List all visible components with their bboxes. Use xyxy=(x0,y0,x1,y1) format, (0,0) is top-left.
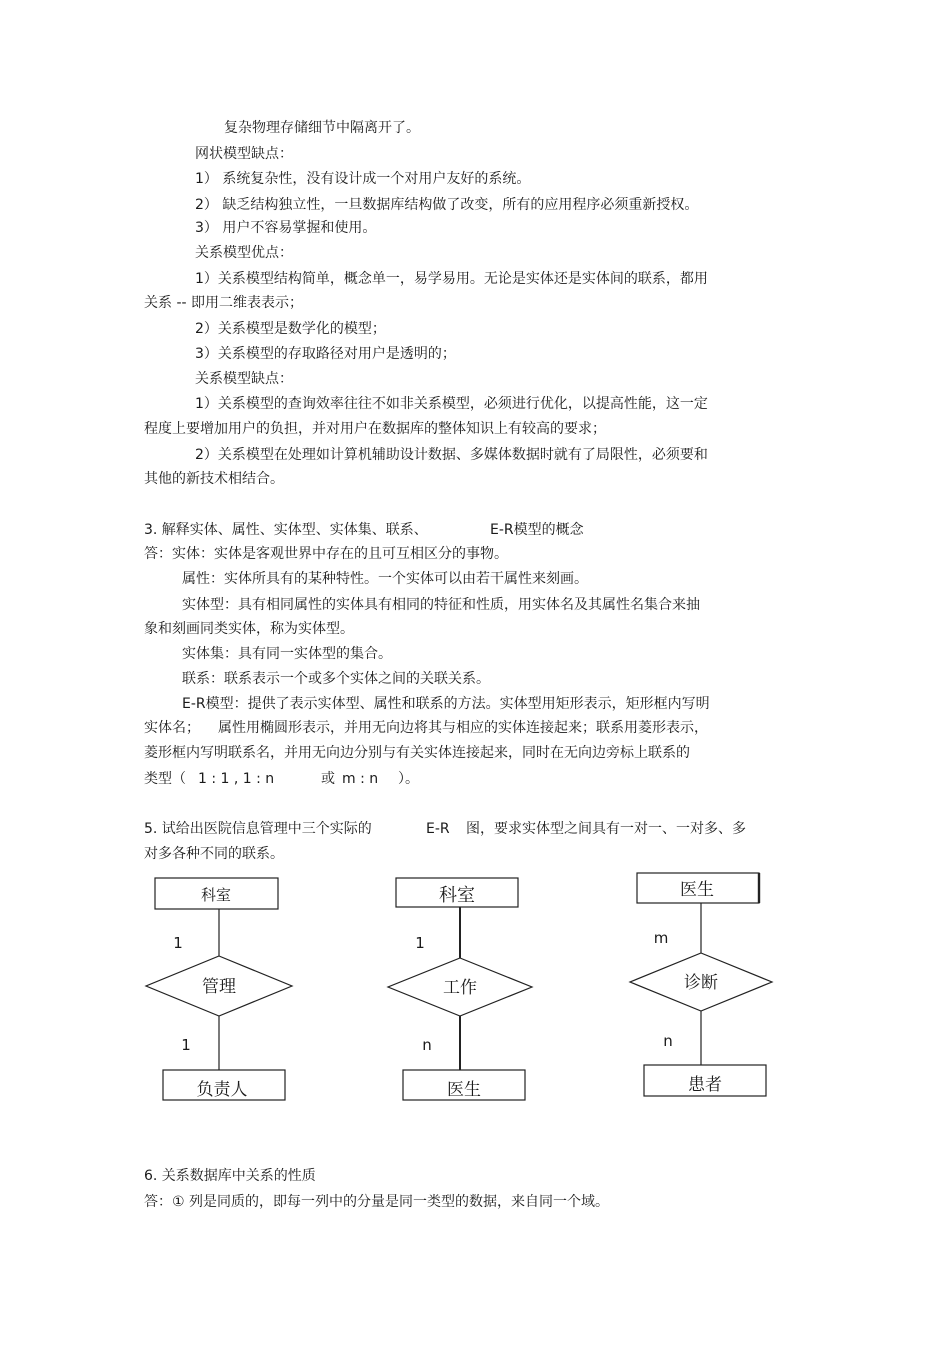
entity-label: 患者 xyxy=(688,1075,722,1095)
question-5-title: 5. 试给出医院信息管理中三个实际的 xyxy=(144,821,372,837)
text-line: 程度上要增加用户的负担，并对用户在数据库的整体知识上有较高的要求； xyxy=(144,421,606,437)
answer-line: 类型（ xyxy=(144,771,186,787)
answer-line: 实体集：具有同一实体型的集合。 xyxy=(182,646,392,662)
relationship-label: 诊断 xyxy=(684,973,718,993)
list-item: 1） 系统复杂性，没有设计成一个对用户友好的系统。 xyxy=(195,171,531,187)
cardinality-label: n xyxy=(422,1036,432,1054)
section-heading: 关系模型缺点： xyxy=(195,371,293,387)
entity-label: 医生 xyxy=(680,880,714,900)
answer-line: 联系：联系表示一个或多个实体之间的关联关系。 xyxy=(182,671,490,687)
entity-label: 科室 xyxy=(200,886,232,904)
er-diagram-3 xyxy=(630,873,772,1096)
er-diagram-2 xyxy=(388,878,532,1100)
answer-line: 或 xyxy=(321,771,335,787)
answer-line: 象和刻画同类实体，称为实体型。 xyxy=(144,621,354,637)
answer-line: E-R模型：提供了表示实体型、属性和联系的方法。实体型用矩形表示，矩形框内写明 xyxy=(182,696,710,712)
answer-line: ）。 xyxy=(398,771,419,787)
list-item: 2）关系模型在处理如计算机辅助设计数据、多媒体数据时就有了局限性，必须要和 xyxy=(195,447,708,463)
list-item: 1）关系模型结构简单，概念单一，易学易用。无论是实体还是实体间的联系，都用 xyxy=(195,271,708,287)
cardinality-label: n xyxy=(663,1032,673,1050)
text-line: 其他的新技术相结合。 xyxy=(144,471,284,487)
answer-line: 菱形框内写明联系名，并用无向边分别与有关实体连接起来，同时在无向边旁标上联系的 xyxy=(144,745,690,761)
list-item: 1）关系模型的查询效率往往不如非关系模型，必须进行优化，以提高性能，这一定 xyxy=(195,396,708,412)
list-item: 2）关系模型是数学化的模型； xyxy=(195,321,386,337)
list-item: 2） 缺乏结构独立性，一旦数据库结构做了改变，所有的应用程序必须重新授权。 xyxy=(195,197,699,213)
text-line: 复杂物理存储细节中隔离开了。 xyxy=(224,120,420,136)
relationship-label: 管理 xyxy=(202,977,236,997)
text-line: 关系 -- 即用二维表表示； xyxy=(144,295,304,311)
entity-label: 负责人 xyxy=(196,1080,248,1100)
er-diagrams xyxy=(0,860,950,1120)
cardinality-label: 1 xyxy=(173,934,183,952)
question-5-title: 图，要求实体型之间具有一对一、一对多、多 xyxy=(466,821,746,837)
entity-label: 医生 xyxy=(447,1080,481,1100)
question-5-title-er: E-R xyxy=(426,821,450,837)
question-3-title-er: E-R模型的概念 xyxy=(490,522,584,538)
answer-line: 实体型：具有相同属性的实体具有相同的特征和性质，用实体名及其属性名集合来抽 xyxy=(182,597,700,613)
relationship-label: 工作 xyxy=(443,978,477,998)
cardinality-text: 1 : 1 , 1 : n xyxy=(198,771,275,787)
answer-line: 实体名； xyxy=(144,720,200,736)
answer-line: 答：实体：实体是客观世界中存在的且可互相区分的事物。 xyxy=(144,546,508,562)
cardinality-label: 1 xyxy=(415,934,425,952)
list-item: 3）关系模型的存取路径对用户是透明的； xyxy=(195,346,456,362)
answer-line: 属性用椭圆形表示，并用无向边将其与相应的实体连接起来；联系用菱形表示， xyxy=(218,720,708,736)
question-5-title: 对多各种不同的联系。 xyxy=(144,846,284,862)
cardinality-label: m xyxy=(653,929,669,947)
question-3-title: 3. 解释实体、属性、实体型、实体集、联系、 xyxy=(144,522,428,538)
entity-label: 科室 xyxy=(439,885,475,906)
answer-line: 答：① 列是同质的，即每一列中的分量是同一类型的数据，来自同一个域。 xyxy=(144,1194,609,1210)
section-heading: 关系模型优点： xyxy=(195,245,293,261)
cardinality-text: m : n xyxy=(342,771,379,787)
cardinality-label: 1 xyxy=(181,1036,191,1054)
section-heading: 网状模型缺点： xyxy=(195,146,293,162)
er-diagram-1 xyxy=(146,878,292,1100)
answer-line: 属性：实体所具有的某种特性。一个实体可以由若干属性来刻画。 xyxy=(182,571,588,587)
question-6-title: 6. 关系数据库中关系的性质 xyxy=(144,1168,316,1184)
list-item: 3） 用户不容易掌握和使用。 xyxy=(195,220,377,236)
